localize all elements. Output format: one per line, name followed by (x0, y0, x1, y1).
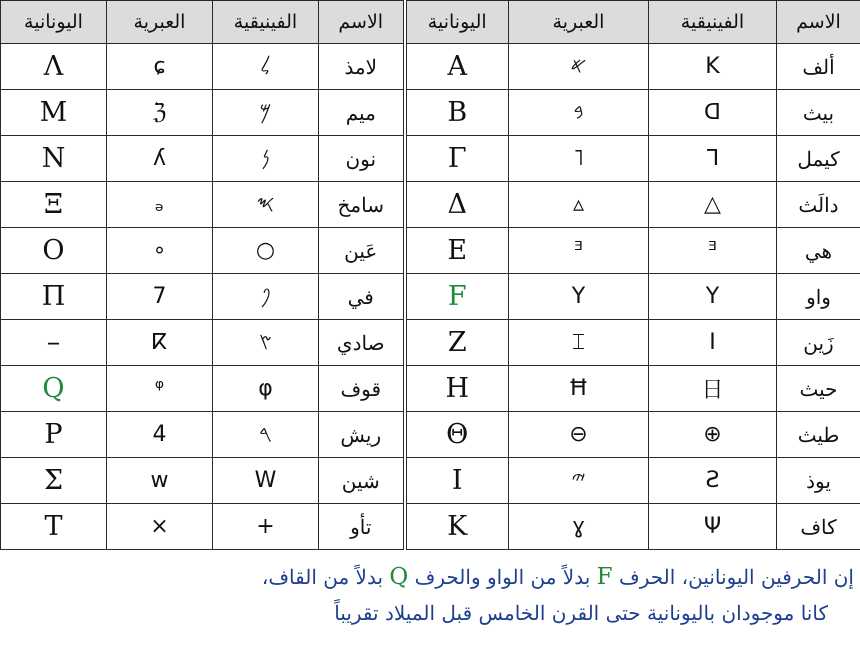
cell-hebrew: 7 (107, 274, 213, 320)
cell-hebrew: ⴽ (107, 320, 213, 366)
cell-hebrew: ⊖ (509, 412, 649, 458)
cell-greek: O (1, 228, 107, 274)
table-row (1, 320, 860, 366)
cell-name: كيمل (777, 136, 860, 182)
cell-greek: H (405, 366, 509, 412)
table-row (1, 44, 860, 90)
cell-hebrew: ˥ (509, 136, 649, 182)
cell-hebrew: ∘ (107, 228, 213, 274)
cell-phoenician: Y (649, 274, 777, 320)
header-phoenician: الفينيقية (213, 1, 319, 44)
cell-hebrew: 𐤁 (509, 90, 649, 136)
table-row (1, 136, 860, 182)
cell-phoenician: Ƨ (649, 458, 777, 504)
header-greek: اليونانية (1, 1, 107, 44)
cell-greek: T (1, 504, 107, 550)
cell-greek: Θ (405, 412, 509, 458)
table-row (1, 182, 860, 228)
cell-phoenician: W (213, 458, 319, 504)
cell-phoenician: 𐤎 (213, 182, 319, 228)
caption-text: بدلاً من القاف، (261, 565, 384, 589)
cell-greek: P (1, 412, 107, 458)
caption-text: بدلاً من الواو والحرف (414, 565, 591, 589)
cell-hebrew: ʎ (107, 136, 213, 182)
cell-phoenician: 日 (649, 366, 777, 412)
cell-name: عَين (319, 228, 405, 274)
cell-name: ميم (319, 90, 405, 136)
cell-hebrew: ℨ (107, 90, 213, 136)
cell-hebrew: Ħ (509, 366, 649, 412)
cell-greek: A (405, 44, 509, 90)
cell-phoenician: 𐤐 (213, 274, 319, 320)
cell-name: قوف (319, 366, 405, 412)
cell-greek: Γ (405, 136, 509, 182)
cell-greek: M (1, 90, 107, 136)
caption-line-2: كانا موجودان باليونانية حتى القرن الخامس قبل الميلاد تقريباً (334, 601, 828, 625)
caption-text: إن الحرفين اليونانين، الحرف (618, 565, 854, 589)
cell-phoenician: 𐤍 (213, 136, 319, 182)
cell-greek: Q (1, 366, 107, 412)
cell-greek: Π (1, 274, 107, 320)
cell-name: ريش (319, 412, 405, 458)
cell-phoenician: ○ (213, 228, 319, 274)
cell-name: شين (319, 458, 405, 504)
table-row (1, 458, 860, 504)
cell-phoenician: I (649, 320, 777, 366)
cell-phoenician: 𐤑 (213, 320, 319, 366)
cell-hebrew: ▵ (509, 182, 649, 228)
cell-greek: K (405, 504, 509, 550)
cell-name: بيث (777, 90, 860, 136)
table-body (1, 44, 860, 550)
cell-greek: – (1, 320, 107, 366)
cell-name: حيث (777, 366, 860, 412)
table-row (1, 90, 860, 136)
cell-hebrew: 4 (107, 412, 213, 458)
cell-name: تأو (319, 504, 405, 550)
cell-name: يوذ (777, 458, 860, 504)
cell-phoenician: ᴲ (649, 228, 777, 274)
cell-hebrew: Y (509, 274, 649, 320)
cell-greek: E (405, 228, 509, 274)
cell-phoenician: 𐤋 (213, 44, 319, 90)
table-row (1, 274, 860, 320)
cell-name: صادي (319, 320, 405, 366)
cell-hebrew: ᵠ (107, 366, 213, 412)
table-header-row (1, 1, 860, 44)
cell-name: في (319, 274, 405, 320)
cell-name: لامذ (319, 44, 405, 90)
cell-phoenician: ᗡ (649, 90, 777, 136)
cell-greek: B (405, 90, 509, 136)
cell-phoenician: 𐤌 (213, 90, 319, 136)
cell-greek: Σ (1, 458, 107, 504)
cell-hebrew: ₔ (107, 182, 213, 228)
cell-phoenician: K (649, 44, 777, 90)
cell-hebrew: ɕ (107, 44, 213, 90)
cell-greek: I (405, 458, 509, 504)
caption-line-1 (0, 564, 860, 590)
header-name: الاسم (319, 1, 405, 44)
cell-hebrew: ⌶ (509, 320, 649, 366)
caption-letter-f: F (596, 564, 613, 590)
cell-name: كاف (777, 504, 860, 550)
cell-name: دالَث (777, 182, 860, 228)
cell-name: واو (777, 274, 860, 320)
cell-greek: Δ (405, 182, 509, 228)
cell-hebrew: ᴲ (509, 228, 649, 274)
cell-name: ألف (777, 44, 860, 90)
cell-greek: Ξ (1, 182, 107, 228)
header-phoenician: الفينيقية (649, 1, 777, 44)
cell-phoenician: △ (649, 182, 777, 228)
cell-hebrew: ɣ (509, 504, 649, 550)
cell-greek: Λ (1, 44, 107, 90)
cell-hebrew: ᴡ (107, 458, 213, 504)
cell-name: هي (777, 228, 860, 274)
cell-name: نون (319, 136, 405, 182)
cell-phoenician: ᒣ (649, 136, 777, 182)
cell-phoenician: + (213, 504, 319, 550)
table-row (1, 228, 860, 274)
header-hebrew: العبرية (509, 1, 649, 44)
cell-name: سامخ (319, 182, 405, 228)
cell-phoenician: Ψ (649, 504, 777, 550)
caption-letter-q: Q (389, 564, 409, 590)
cell-greek: F (405, 274, 509, 320)
cell-hebrew: × (107, 504, 213, 550)
cell-name: طيث (777, 412, 860, 458)
table-row (1, 366, 860, 412)
cell-phoenician: ⊕ (649, 412, 777, 458)
cell-phoenician: 𐤓 (213, 412, 319, 458)
cell-hebrew: 𐤉 (509, 458, 649, 504)
header-name: الاسم (777, 1, 860, 44)
cell-greek: N (1, 136, 107, 182)
header-hebrew: العبرية (107, 1, 213, 44)
header-greek: اليونانية (405, 1, 509, 44)
cell-hebrew: 𐤀 (509, 44, 649, 90)
cell-name: زَين (777, 320, 860, 366)
table-row (1, 412, 860, 458)
cell-phoenician: φ (213, 366, 319, 412)
cell-greek: Z (405, 320, 509, 366)
table-row (1, 504, 860, 550)
